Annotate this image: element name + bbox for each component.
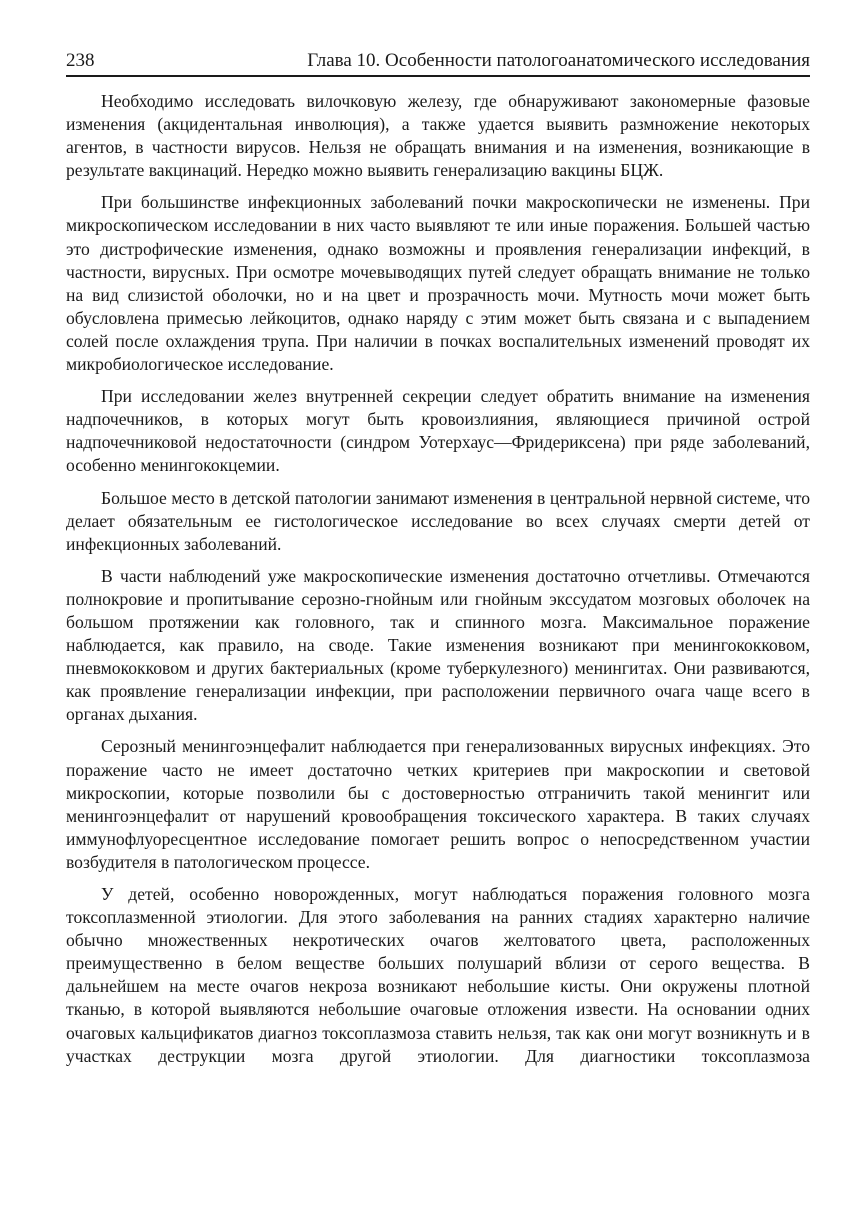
paragraph-kidneys: При большинстве инфекционных заболеваний почки макроскопически не изменены. При микроскопическом исследовании в них часто выявляют те или иные поражения. Большей частью это дистрофические изменения, однако возможны и проявления генерализации инфекций, в частности, вирусных. При осмотре мочевыводящих путей следует обращать внимание не только на вид слизистой оболочки, но и на цвет и прозрачность мочи. Мутность мочи может быть обусловлена примесью лейкоцитов, однако наряду с этим может быть связана и с выпадением солей после охлаждения трупа. При наличии в почках воспалительных изменений проводят их микробиологическое исследование. bbox=[66, 192, 810, 375]
body-text bbox=[66, 90, 810, 1068]
paragraph-central-nervous-system: Большое место в детской патологии занимают изменения в центральной нервной системе, что делает обязательным ее гистологическое исследование во всех случаях смерти детей от инфекционных заболеваний. bbox=[66, 487, 810, 554]
paragraph-toxoplasmosis: У детей, особенно новорожденных, могут наблюдаться поражения головного мозга токсоплазменной этиологии. Для этого заболевания на ранних стадиях характерно наличие обычно множественных некротических очагов желтоватого цвета, расположенных преимущественно в белом веществе больших полушарий вблизи от серого вещества. В дальнейшем на месте очагов некроза возникают небольшие кисты. Они окружены плотной тканью, в которой выявляются небольшие очаговые отложения извести. На основании одних очаговых кальцификатов диагноз токсоплазмоза ставить нельзя, так как они могут возникнуть и в участках деструкции мозга другой этиологии. Для диагностики токсоплазмоза bbox=[66, 884, 810, 1066]
book-page bbox=[66, 50, 810, 1077]
paragraph-meningitis: В части наблюдений уже макроскопические изменения достаточно отчетливы. Отмечаются полнокровие и пропитывание серозно-гнойным или гнойным экссудатом мозговых оболочек на большом протяжении как головного, так и спинного мозга. Максимальное поражение наблюдается, как правило, на своде. Такие изменения возникают при менингококковом, пневмококковом и других бактериальных (кроме туберкулезного) менингитах. Они развиваются, как проявление генерализации инфекции, при расположении первичного очага чаще всего в органах дыхания. bbox=[66, 565, 810, 725]
paragraph-thymus: Необходимо исследовать вилочковую железу, где обнаруживают закономерные фазовые изменения (акцидентальная инволюция), а также удается выявить размножение некоторых агентов, в частности вирусов. Нельзя не обращать внимания и на изменения, возникающие в результате вакцинаций. Нередко можно выявить генерализацию вакцины БЦЖ. bbox=[66, 91, 810, 181]
running-header bbox=[66, 50, 810, 77]
paragraph-endocrine-glands: При исследовании желез внутренней секреции следует обратить внимание на изменения надпочечников, в которых могут быть кровоизлияния, являющиеся причиной острой надпочечниковой недостаточности (синдром Уотерхаус—Фридериксена) при ряде заболеваний, особенно менингококцемии. bbox=[66, 386, 810, 476]
page-number: 238 bbox=[66, 50, 95, 71]
paragraph-serous-meningoencephalitis: Серозный менингоэнцефалит наблюдается при генерализованных вирусных инфекциях. Это поражение часто не имеет достаточно четких критериев при макроскопии и световой микроскопии, которые позволили бы с достоверностью отграничить такой менингит или менингоэнцефалит от нарушений кровообращения токсического характера. В таких случаях иммунофлуоресцентное исследование помогает решить вопрос о непосредственном участии возбудителя в патологическом процессе. bbox=[66, 736, 810, 872]
chapter-title: Глава 10. Особенности патологоанатомического исследования bbox=[307, 50, 810, 71]
